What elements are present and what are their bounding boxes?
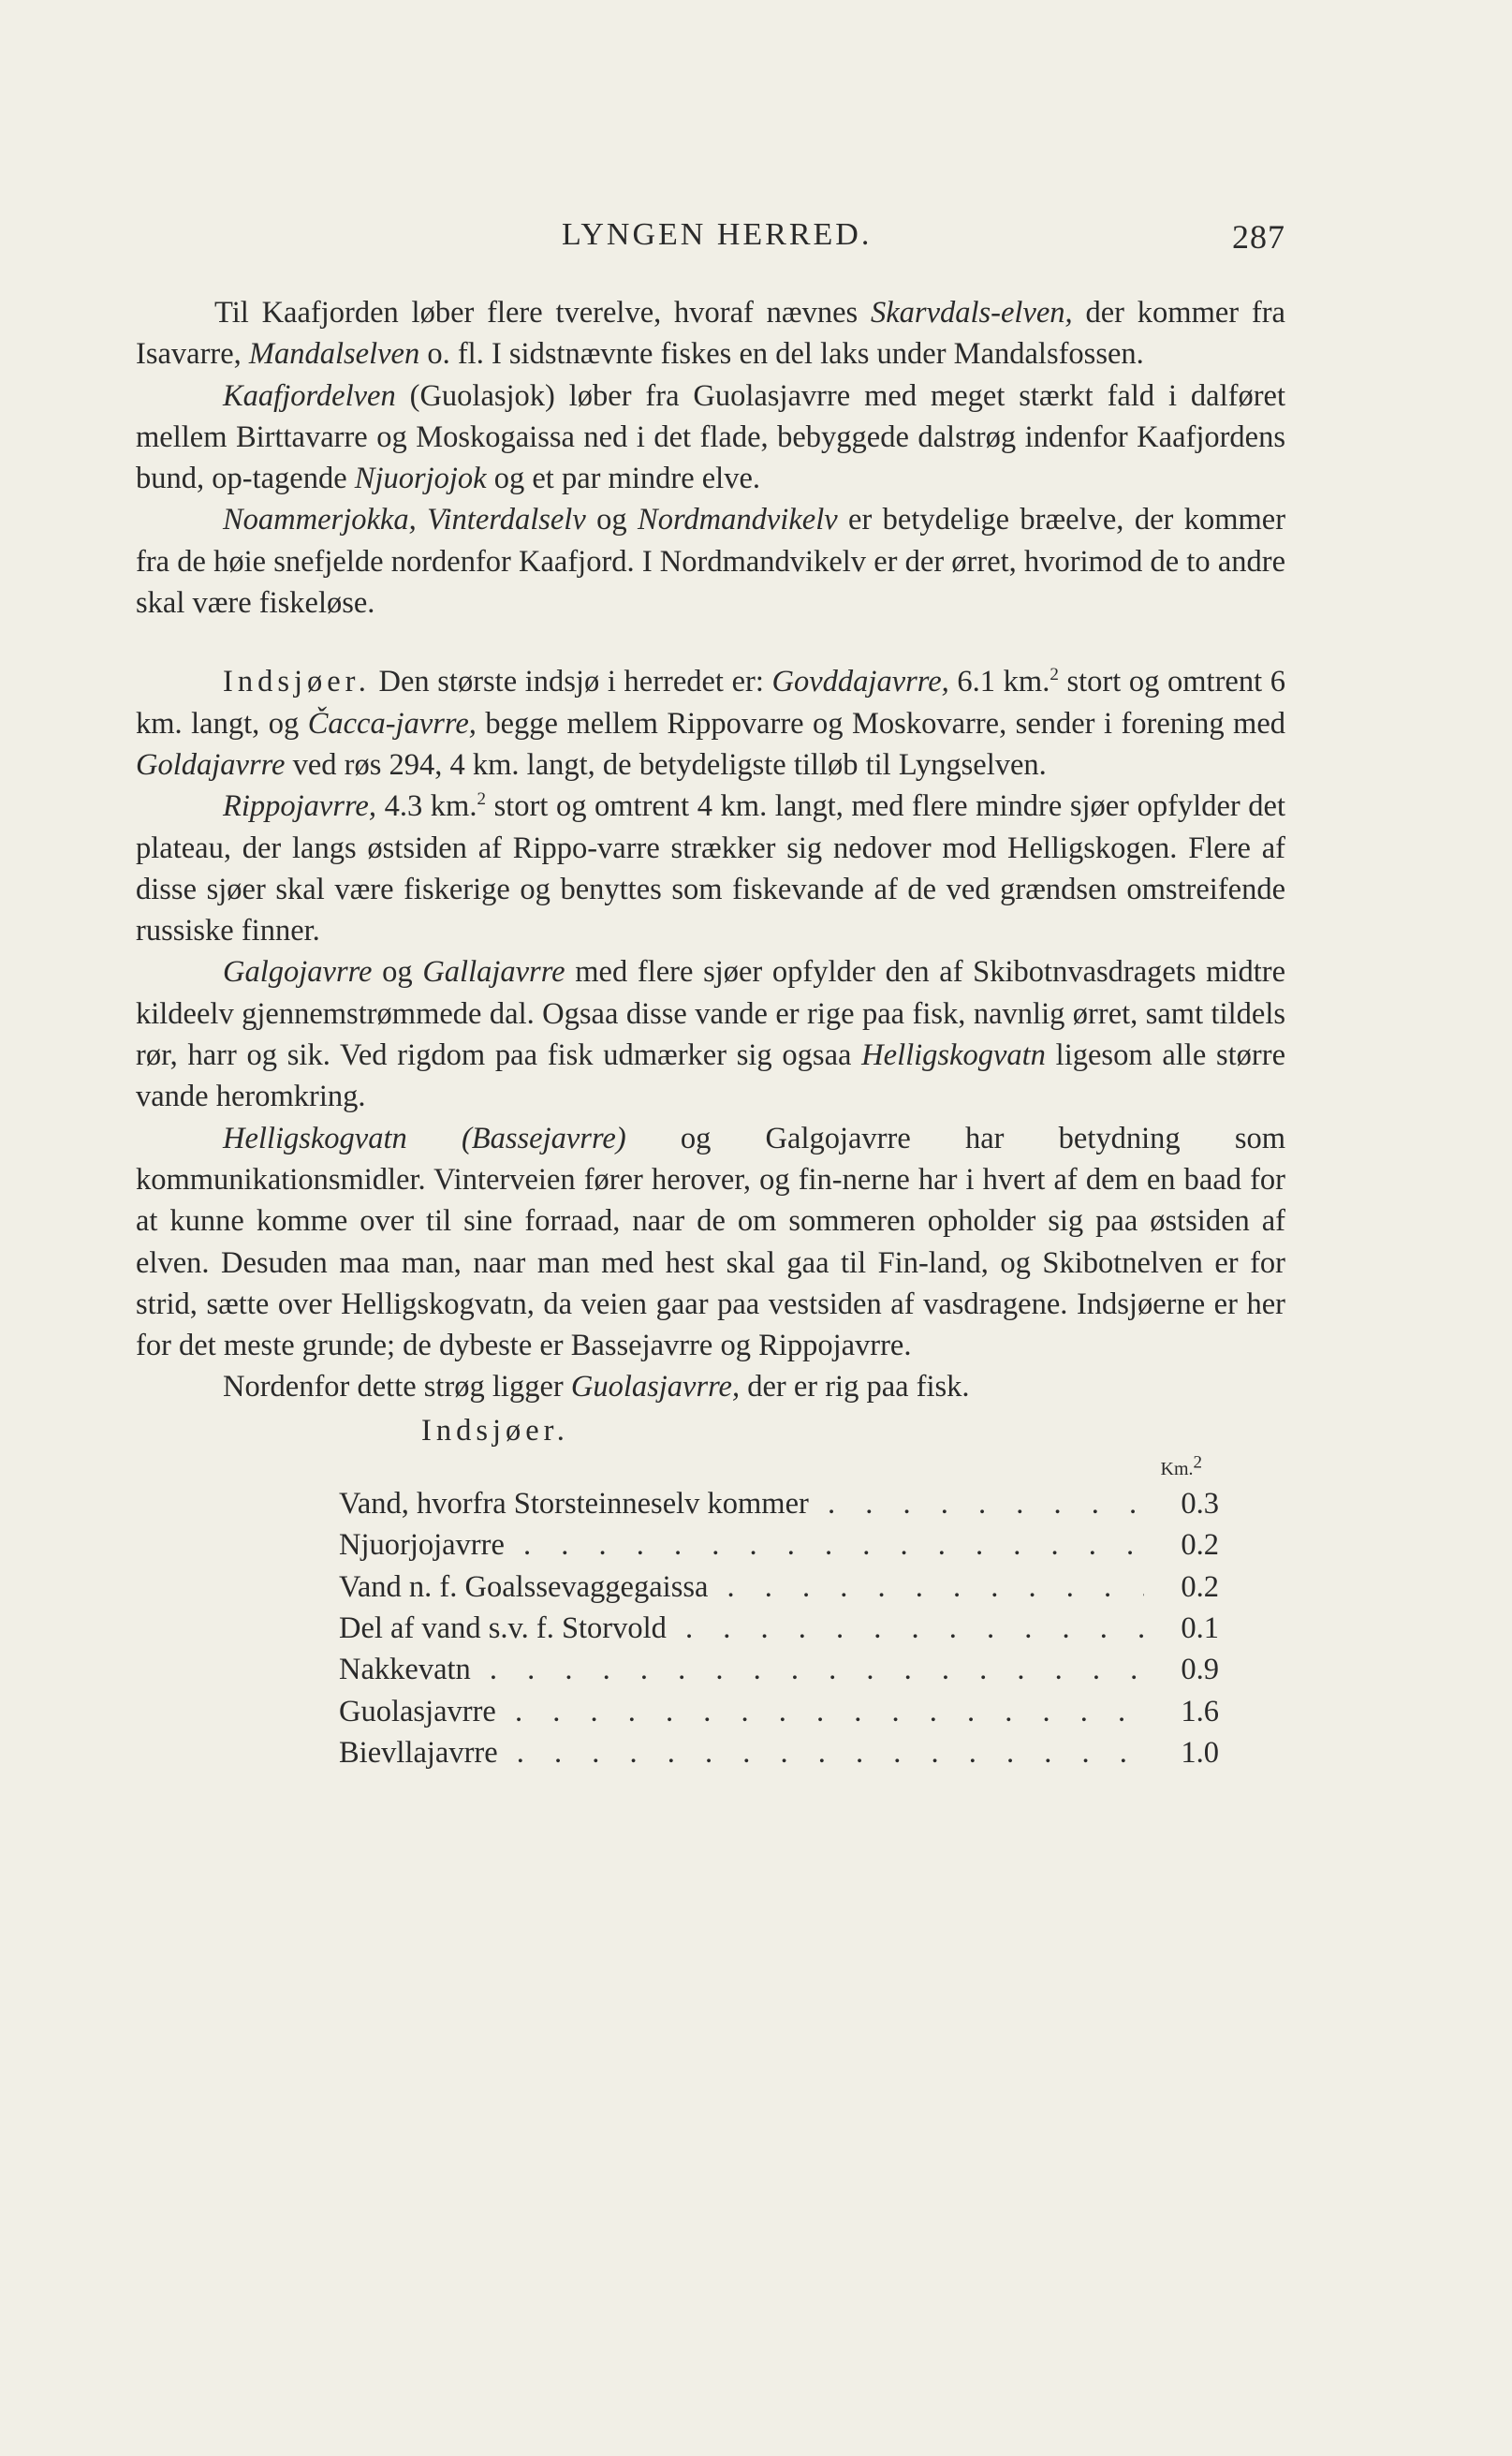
paragraph-rippojavrre: Rippojavrre, 4.3 km.$^2$ stort og omtrent 4 km. langt, med flere mindre sjøer opfylder det plateau, der langs østsiden af Rippo-varre strækker sig nedover mod Helligskogen. Flere af disse sjøer skal være fiskerige og benyttes som fiskevande af de ved grændsen omstreifende russiske finner.	[136, 789, 1286, 949]
lake-name: Bievllajavrre . . .	[339, 1732, 1144, 1773]
paragraph-galgojavrre: Galgojavrre og Gallajavrre med flere sjøer opfylder den af Skibotnvasdragets midtre kildeelv gjennemstrømmede dal. Ogsaa disse vande er rige paa fisk, navnlig ørret, samt tildels rør, harr og sik. Ved rigdom paa fisk udmærker sig ogsaa Helligskogvatn ligesom alle større vande heromkring.	[136, 955, 1285, 1114]
section-heading: Indsjøer.	[223, 665, 371, 699]
table-heading: Indsjøer.	[421, 1413, 569, 1448]
running-title: LYNGEN HERRED.	[562, 217, 873, 252]
lake-name: Vand, hvorfra Storsteinneselv kommer . . .	[339, 1483, 1144, 1524]
lake-area: 0.9	[1181, 1653, 1219, 1687]
table-row	[339, 1524, 1219, 1566]
lake-name: Vand n. f. Goalssevaggegaissa . . .	[339, 1566, 1144, 1608]
lake-area: 1.6	[1181, 1694, 1219, 1728]
table-row	[339, 1608, 1219, 1649]
table-row	[339, 1649, 1219, 1690]
paragraph-braelve: Noammerjokka, Vinterdalselv og Nordmandvikelv er betydelige bræelve, der kommer fra de høie snefjelde nordenfor Kaafjord. I Nordmandvikelv er der ørret, hvorimod de to andre skal være fiskeløse.	[136, 503, 1286, 621]
paragraph-indsjoer: Indsjøer. Den største indsjø i herredet er: Govddajavrre, 6.1 km.$^2$ stort og omtrent 6 km. langt, og Čacca-javrre, begge mellem Rippovarre og Moskovarre, sender i forening med Goldajavrre ved røs 294, 4 km. langt, de betydeligste tilløb til Lyngselven.	[136, 665, 1285, 782]
table-row	[339, 1691, 1219, 1732]
lake-name: Nakkevatn . . .	[339, 1649, 1144, 1690]
unit-label: Km.$^2$	[1160, 1452, 1202, 1480]
page-number: 287	[1232, 218, 1285, 256]
lake-name: Guolasjavrre . . .	[339, 1691, 1144, 1732]
lake-area: 0.3	[1181, 1487, 1219, 1522]
lake-area: 0.2	[1181, 1528, 1219, 1563]
paragraph-kaafjordelven: Kaafjordelven (Guolasjok) løber fra Guolasjavrre med meget stærkt fald i dalføret mellem Birttavarre og Moskogaissa ned i det flade, bebyggede dalstrøg indenfor Kaafjordens bund, op-tagende Njuorjojok og et par mindre elve.	[136, 378, 1285, 496]
table-row	[339, 1566, 1219, 1608]
paragraph-kaafjorden: Til Kaafjorden løber flere tverelve, hvoraf nævnes Skarvdals-elven, der kommer fra Isavarre, Mandalselven o. fl. I sidstnævnte fiskes en del laks under Mandalsfossen.	[136, 296, 1285, 372]
body-text	[136, 292, 1285, 1773]
lake-name: Del af vand s.v. f. Storvold . . .	[339, 1608, 1144, 1649]
table-row	[339, 1732, 1219, 1773]
paragraph-guolasjavrre: Nordenfor dette strøg ligger Guolasjavrre, der er rig paa fisk.	[223, 1370, 970, 1404]
table-row	[339, 1483, 1219, 1524]
lake-name: Njuorjojavrre . . .	[339, 1524, 1144, 1566]
lake-table	[339, 1452, 1219, 1773]
lake-area: 0.2	[1181, 1569, 1219, 1604]
lake-area: 0.1	[1181, 1610, 1219, 1645]
lake-area: 1.0	[1181, 1735, 1219, 1770]
paragraph-helligskogvatn: Helligskogvatn (Bassejavrre) og Galgojavrre har betydning som kommunikationsmidler. Vinterveien fører herover, og fin-nerne har i hvert af dem en baad for at kunne komme over til sine forraad, naar de om sommeren opholder sig paa østsiden af elven. Desuden maa man, naar man med hest skal gaa til Fin-land, og Skibotnelven er for strid, sætte over Helligskogvatn, da veien gaar paa vestsiden af vasdragene. Indsjøerne er her for det meste grunde; de dybeste er Bassejavrre og Rippojavrre.	[136, 1121, 1286, 1363]
